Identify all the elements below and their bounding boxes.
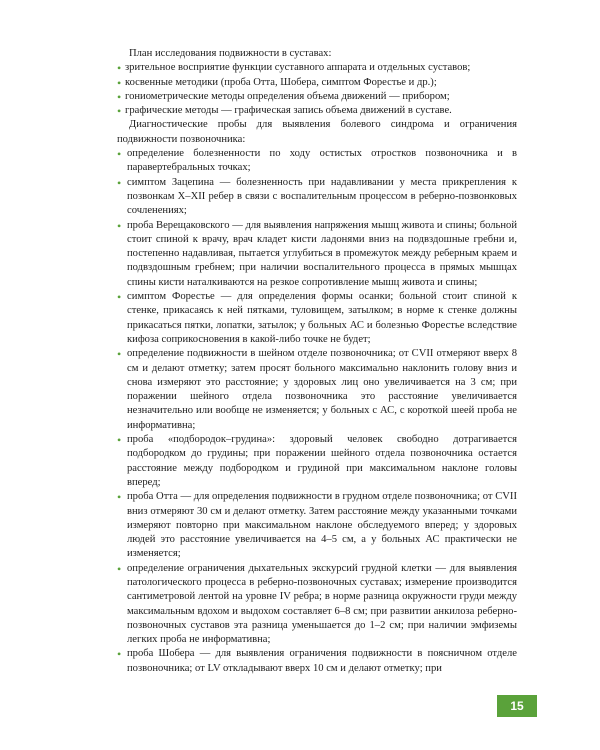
list-item: • гониометрические методы определения объема движений — прибором; [117, 89, 450, 104]
list-item: • косвенные методики (проба Отта, Шобера, симптом Форестье и др.); [117, 75, 437, 90]
list-item: • проба Отта — для определения подвижности в грудном отделе позвоночника; от CVII вниз отмеряют 30 см и делают отметку. Затем расстояние между указанными точками измеряют повторно при максимальном наклоне обследуемого вперед; у здоровых людей это расстояние увеличивается на 4–5 см, а у больных АС практически не изменяется; [117, 490, 517, 560]
bullet-icon: • [117, 290, 122, 305]
list-item: • определение болезненности по ходу остистых отростков позвоночника и в паравертебральных точках; [117, 147, 517, 174]
bullet-icon: • [117, 175, 122, 190]
bullet-icon: • [117, 433, 122, 448]
list-item: • проба Верещаковского — для выявления напряжения мышц живота и спины; больной стоит спиной к врачу, врач кладет кисти ладонями вниз на подвздошные гребни и, постепенно надавливая, пытается углубиться в промежуток между реберным краем и подвздошным гребнем; при наличии воспалительного процесса в прямых мышцах спины кисти наталкиваются на резкое сопротивление мышц живота и спины; [117, 218, 517, 288]
list-item: • проба «подбородок–грудина»: здоровый человек свободно дотрагивается подбородком до грудины; при поражении шейного отдела позвоночника остается расстояние между подбородком и грудиной при максимальном наклоне головы вперед; [117, 433, 517, 488]
bullet-icon: • [117, 561, 122, 576]
bullet-icon: • [117, 89, 122, 104]
tests-list [117, 147, 517, 676]
bullet-icon: • [117, 75, 122, 90]
bullet-icon: • [117, 490, 122, 505]
bullet-icon: • [117, 347, 122, 362]
diagnostic-heading: Диагностические пробы для выявления болевого синдрома и ограничения подвижности позвоночника: [117, 119, 517, 145]
list-item: • симптом Зацепина — болезненность при надавливании у места прикрепления к позвонкам X–XII ребер в связи с воспалительным процессом в реберно-позвонковых сочленениях; [117, 175, 517, 217]
page-number: 15 [497, 695, 537, 717]
list-item: • симптом Форестье — для определения формы осанки; больной стоит спиной к стенке, прикасаясь к ней пятками, туловищем, затылком; в норме к стенке должны прикасаться пятки, лопатки, затылок; у больных АС и болезнью Форестье вследствие кифоза соприкосновения в какой-либо точке не будет; [117, 290, 517, 345]
bullet-icon: • [117, 647, 122, 662]
bullet-icon: • [117, 61, 122, 76]
list-item: • определение подвижности в шейном отделе позвоночника; от CVII отмеряют вверх 8 см и делают отметку; затем просят больного максимально наклонить голову вниз и снова измеряют это расстояние; у здоровых лиц оно увеличивается на 3 см; при поражении шейного отдела позвоночника это расстояние увеличивается незначительно или вообще не изменяется; у больных с АС, с короткой шеей проба не информативна; [117, 347, 517, 431]
list-item: • графические методы — графическая запись объема движений в суставе. [117, 104, 452, 119]
plan-list [117, 61, 517, 118]
bullet-icon: • [117, 147, 122, 162]
bullet-icon: • [117, 218, 122, 233]
bullet-icon: • [117, 104, 122, 119]
list-item: • проба Шобера — для выявления ограничения подвижности в поясничном отделе позвоночника; от LV откладывают вверх 10 см и делают отметку; при [117, 647, 517, 674]
list-item: • определение ограничения дыхательных экскурсий грудной клетки — для выявления патологического процесса в реберно-позвоночных суставах; измерение производится сантиметровой лентой на уровне IV ребра; в норме разница окружности груди между максимальным вдохом и выдохом составляет 6–8 см; при развитии анкилоза реберно-позвоночных суставов эта разница уменьшается до 1–2 см; при наличии эмфиземы легких проба не информативна; [117, 561, 517, 646]
plan-intro: План исследования подвижности в суставах: [129, 48, 332, 59]
page-content [117, 47, 517, 676]
list-item: • зрительное восприятие функции суставного аппарата и отдельных суставов; [117, 61, 471, 76]
